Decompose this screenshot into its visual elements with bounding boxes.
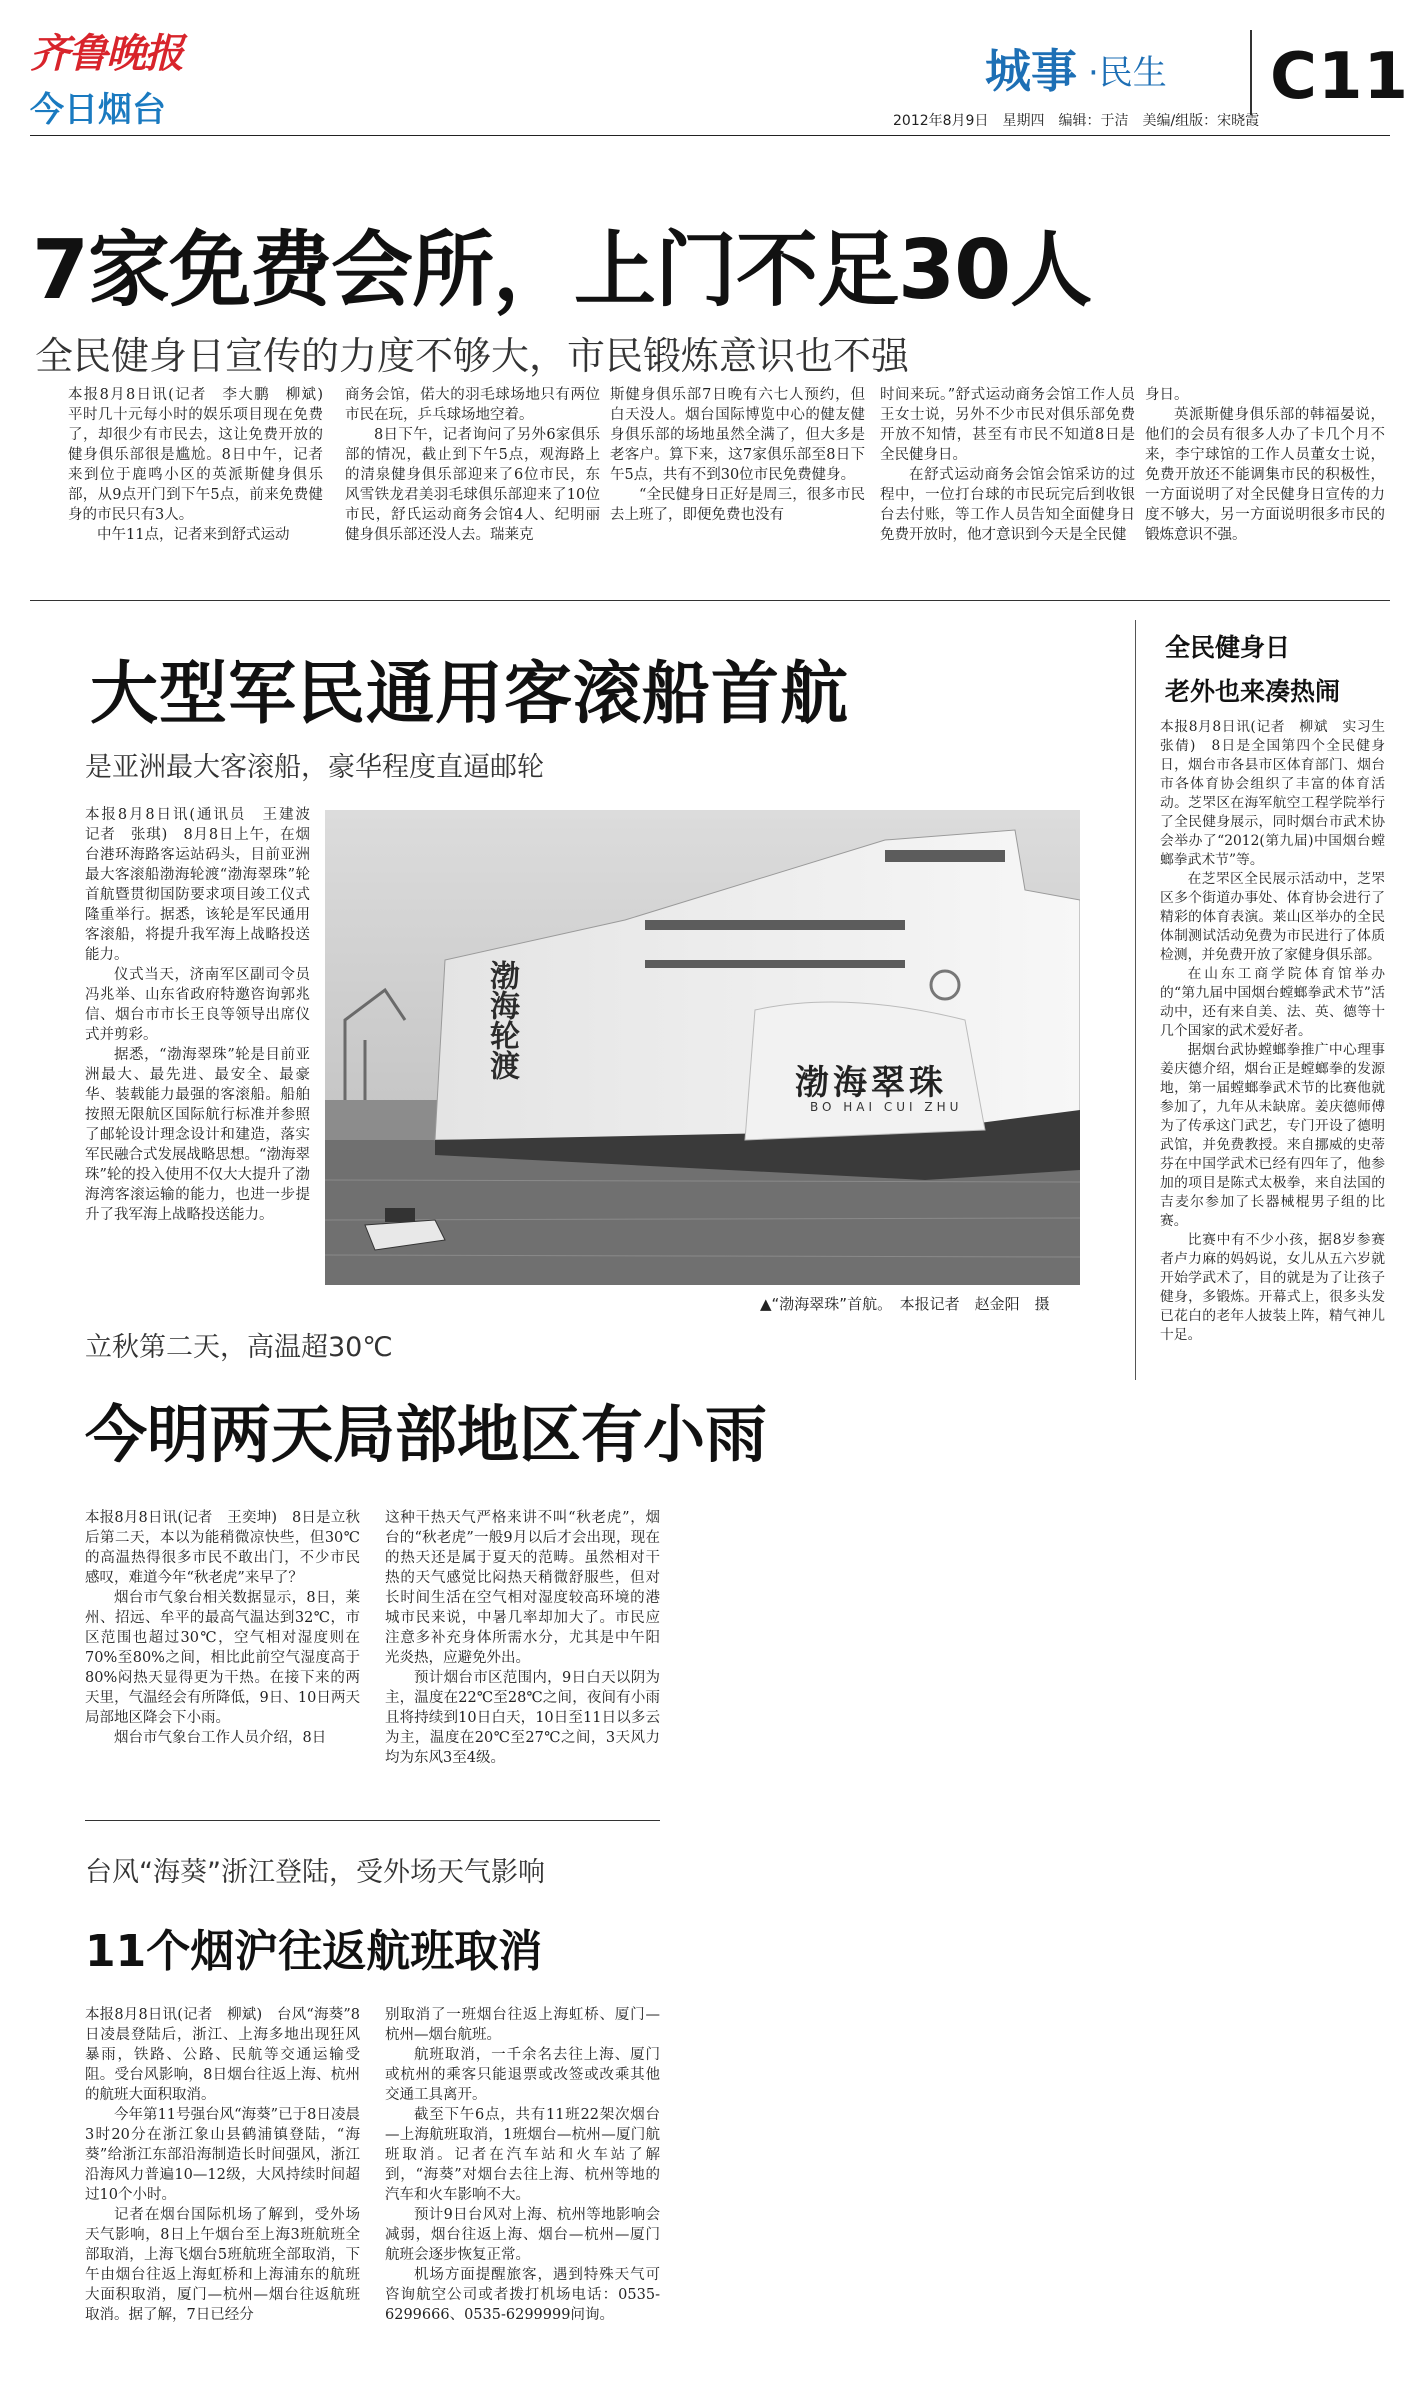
ship-name-cn: 渤海翠珠 (795, 1063, 947, 1103)
story1-col-3: 斯健身俱乐部7日晚有六七人预约，但白天没人。烟台国际博览中心的健友健身俱乐部的场地虽然全满了，但大多是老客户。算下来，这7家俱乐部至8日下午5点，共有不到30位市民免费健身。 “全民健身日正好是周三，很多市民去上班了，即便免费也没有 (610, 387, 865, 523)
ship-hull-text: 渤海轮渡 (484, 960, 519, 1080)
sidebar-divider (1135, 620, 1136, 1380)
story3-headline: 今明两天局部地区有小雨 (85, 1398, 768, 1471)
sidebar-headline-line2: 老外也来凑热闹 (1165, 677, 1341, 706)
story3-bottom-rule (85, 1820, 660, 1821)
story3-col-2: 这种干热天气严格来讲不叫“秋老虎”，烟台的“秋老虎”一般9月以后才会出现，现在的热天还是属于夏天的范畴。虽然相对干热的天气感觉比闷热天稍微舒服些，但对长时间生活在空气相对湿度较高环境的港城市民来说，中暑几率却加大了。市民应注意多补充身体所需水分，尤其是中午阳光炎热，应避免外出。 预计烟台市区范围内，9日白天以阴为主，温度在22℃至28℃之间，夜间有小雨且将持续到10日白天，10日至11日以多云为主，温度在20℃至27℃之间，3天风力均为东风3至4级。 (385, 1510, 660, 1766)
story3-col-1: 本报8月8日讯(记者 王奕坤) 8日是立秋后第二天，本以为能稍微凉快些，但30℃的高温热得很多市民不敢出门，不少市民感叹，难道今年“秋老虎”来早了？ 烟台市气象台相关数据显示，8日，莱州、招远、牟平的最高气温达到32℃，市区范围也超过30℃，空气相对湿度则在70%至80%之间，相比此前空气湿度高于80%闷热天显得更为干热。在接下来的两天里，气温经会有所降低，9日、10日两天局部地区降会下小雨。 烟台市气象台工作人员介绍，8日 (85, 1510, 360, 1746)
story2-headline: 大型军民通用客滚船首航 (90, 655, 850, 734)
masthead-rule (30, 135, 1390, 136)
story1-headline: 7家免费会所，上门不足30人 (32, 223, 1092, 318)
story2-body: 本报8月8日讯(通讯员 王建波 记者 张琪) 8月8日上午，在烟台港环海路客运站码头，目前亚洲最大客滚船渤海轮渡“渤海翠珠”轮首航暨贯彻国防要求项目竣工仪式隆重举行。据悉，该轮是军民通用客滚船，将提升我军海上战略投送能力。 仪式当天，济南军区副司令员冯兆举、山东省政府特邀咨询郭兆信、烟台市市长王良等领导出席仪式并剪彩。 据悉，“渤海翠珠”轮是目前亚洲最大、最先进、最安全、最豪华、装载能力最强的客滚船。船舶按照无限航区国际航行标准并参照了邮轮设计理念设计和建造，落实军民融合式发展战略思想。“渤海翠珠”轮的投入使用不仅大大提升了渤海湾客滚运输的能力，也进一步提升了我军海上战略投送能力。 (85, 807, 325, 1223)
story4-kicker: 台风“海葵”浙江登陆，受外场天气影响 (85, 1857, 545, 1888)
paper-logo: 齐鲁晚报 (30, 30, 182, 77)
masthead (0, 0, 1417, 175)
masthead-divider (1250, 30, 1252, 115)
page-number: C11 (1270, 40, 1410, 114)
ship-name-en: BO HAI CUI ZHU (810, 1100, 963, 1114)
section-title: 城事 (985, 44, 1077, 98)
story1-bottom-rule (30, 600, 1390, 601)
story1-col-4: 时间来玩。”舒式运动商务会馆工作人员王女士说，另外不少市民对俱乐部免费开放不知情，甚至有市民不知道8日是全民健身日。 在舒式运动商务会馆会馆采访的过程中，一位打台球的市民玩完后到收银台去付账，等工作人员告知全面健身日免费开放时，他才意识到今天是全民健 (880, 387, 1135, 543)
photo-caption: ▲“渤海翠珠”首航。 本报记者 赵金阳 摄 (760, 1295, 1050, 1313)
issue-info: 2012年8月9日 星期四 编辑：于洁 美编/组版：宋晓霞 (893, 113, 1260, 129)
edition-label: 今日烟台 (30, 90, 166, 130)
ship-photo (325, 810, 1080, 1285)
sidebar-body: 本报8月8日讯(记者 柳斌 实习生 张倩) 8日是全国第四个全民健身日，烟台市各县市区体育部门、烟台市各体育协会组织了丰富的体育活动。芝罘区在海军航空工程学院举行了全民健身展示，同时烟台市武术协会举办了“2012(第九届)中国烟台螳螂拳武术节”等。 在芝罘区全民展示活动中，芝罘区多个街道办事处、体育协会进行了精彩的体育表演。莱山区举办的全民体制测试活动免费为市民进行了体质检测，并免费开放了家健身俱乐部。 在山东工商学院体育馆举办的“第九届中国烟台螳螂拳武术节”活动中，还有来自美、法、英、德等十几个国家的武术爱好者。 据烟台武协螳螂拳推广中心理事姜庆德介绍，烟台正是螳螂拳的发源地，第一届螳螂拳武术节的比赛他就参加了，九年从未缺席。姜庆德师傅为了传承这门武艺，专门开设了德明武馆，并免费教授。来自挪威的史蒂芬在中国学武术已经有四年了，他参加的项目是陈式太极拳，来自法国的吉麦尔参加了长器械棍男子组的比赛。 比赛中有不少小孩，据8岁参赛者卢力麻的妈妈说，女儿从五六岁就开始学武术了，目的就是为了让孩子健身，多锻炼。开幕式上，很多头发已花白的老年人披装上阵，精气神儿十足。 (1160, 719, 1399, 1343)
story4-headline: 11个烟沪往返航班取消 (85, 1926, 543, 1977)
story2-subhead: 是亚洲最大客滚船，豪华程度直逼邮轮 (85, 752, 544, 783)
story1-col-1: 本报8月8日讯(记者 李大鹏 柳斌) 平时几十元每小时的娱乐项目现在免费了，却很少有市民去，这让免费开放的健身俱乐部很是尴尬。8日中午，记者来到位于鹿鸣小区的英派斯健身俱乐部，从9点开门到下午5点，前来免费健身的市民只有3人。 中午11点，记者来到舒式运动 (68, 387, 338, 543)
story4-col-2: 别取消了一班烟台往返上海虹桥、厦门—杭州—烟台航班。 航班取消，一千余名去往上海、厦门或杭州的乘客只能退票或改签或改乘其他交通工具离开。 截至下午6点，共有11班22架次烟台—上海航班取消，1班烟台—杭州—厦门航班取消。记者在汽车站和火车站了解到，“海葵”对烟台去往上海、杭州等地的汽车和火车影响不大。 预计9日台风对上海、杭州等地影响会减弱，烟台往返上海、烟台—杭州—厦门航班会逐步恢复正常。 机场方面提醒旅客，遇到特殊天气可咨询航空公司或者拨打机场电话：0535-6299666、0535-6299999问询。 (385, 2007, 660, 2323)
story1-col-5: 身日。 英派斯健身俱乐部的韩福晏说，他们的会员有很多人办了卡几个月不来，李宁球馆的工作人员董女士说，免费开放还不能调集市民的积极性，一方面说明了对全民健身日宣传的力度不够大，另一方面说明很多市民的锻炼意识不强。 (1145, 387, 1385, 543)
ship-photo-graphic (325, 810, 1080, 1285)
story4-col-1: 本报8月8日讯(记者 柳斌) 台风“海葵”8日凌晨登陆后，浙江、上海多地出现狂风暴雨，铁路、公路、民航等交通运输受阻。受台风影响，8日烟台往返上海、杭州的航班大面积取消。 今年第11号强台风“海葵”已于8日凌晨3时20分在浙江象山县鹤浦镇登陆，“海葵”给浙江东部沿海制造长时间强风，浙江沿海风力普遍10—12级，大风持续时间超过10个小时。 记者在烟台国际机场了解到，受外场天气影响，8日上午烟台至上海3班航班全部取消，上海飞烟台5班航班全部取消，下午由烟台往返上海虹桥和上海浦东的航班大面积取消，厦门—杭州—烟台往返航班取消。据了解，7日已经分 (85, 2007, 360, 2323)
story1-subhead: 全民健身日宣传的力度不够大，市民锻炼意识也不强 (35, 334, 910, 378)
story1-col-2: 商务会馆，偌大的羽毛球场地只有两位市民在玩，乒乓球场地空着。 8日下午，记者询问了另外6家俱乐部的情况，截止到下午5点，观海路上的清泉健身俱乐部迎来了6位市民，东风雪铁龙君美羽毛球俱乐部迎来了10位市民，舒氏运动商务会馆4人、纪明丽健身俱乐部还没人去。瑞莱克 (345, 387, 600, 543)
sidebar-headline-line1: 全民健身日 (1165, 633, 1291, 662)
section-subtitle: ·民生 (1088, 53, 1167, 93)
story3-kicker: 立秋第二天，高温超30℃ (85, 1332, 393, 1363)
